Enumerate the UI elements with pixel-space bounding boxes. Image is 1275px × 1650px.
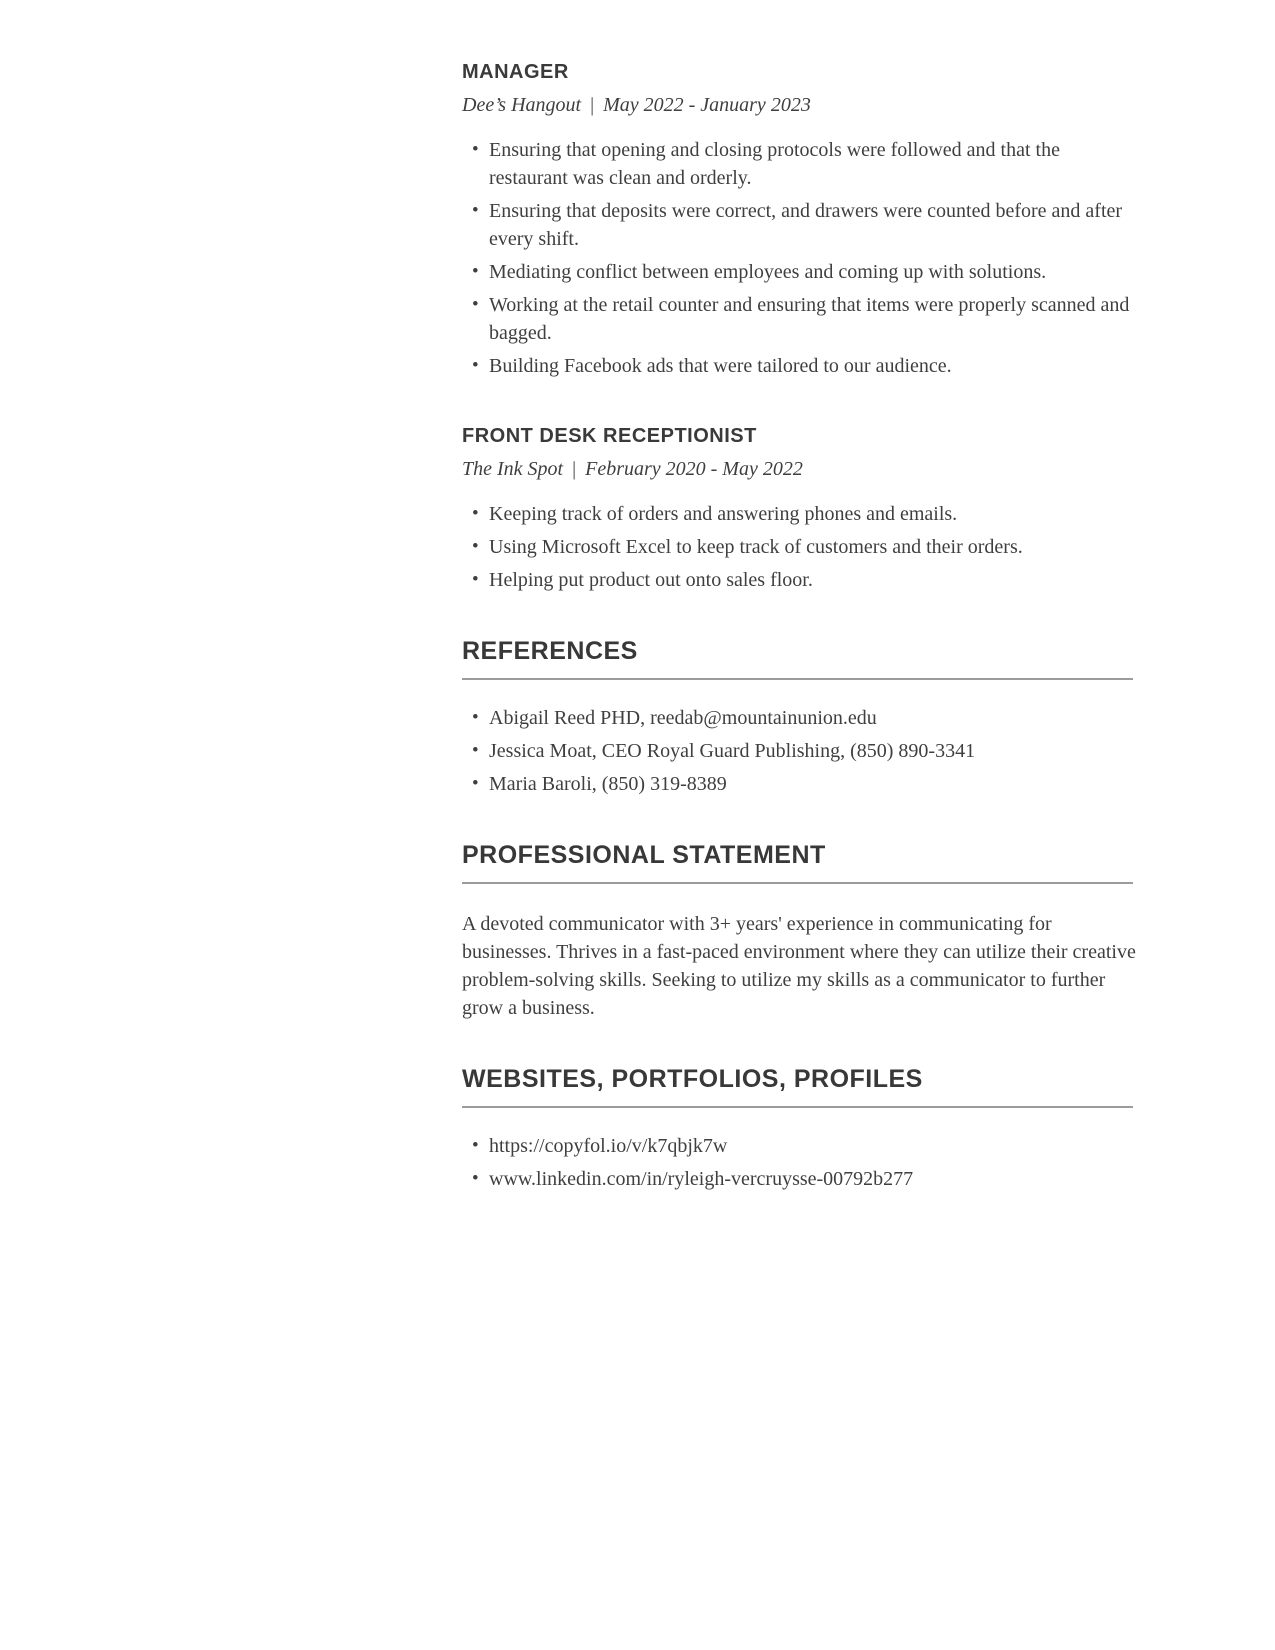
section-heading: WEBSITES, PORTFOLIOS, PROFILES bbox=[462, 1065, 923, 1093]
reference-item: • Jessica Moat, CEO Royal Guard Publishing, (850) 890-3341 bbox=[489, 737, 1133, 765]
job-bullet: • Working at the retail counter and ensuring that items were properly scanned and bagged. bbox=[489, 291, 1133, 347]
job-dates: February 2020 - May 2022 bbox=[585, 458, 803, 480]
job-bullet: • Mediating conflict between employees and coming up with solutions. bbox=[489, 258, 1133, 286]
job-title: FRONT DESK RECEPTIONIST bbox=[462, 425, 757, 447]
job-title: MANAGER bbox=[462, 61, 569, 83]
job-bullet-list bbox=[462, 500, 1133, 594]
website-list bbox=[462, 1132, 1133, 1193]
website-url-item: • www.linkedin.com/in/ryleigh-vercruysse-00792b277 bbox=[489, 1165, 1133, 1193]
reference-item: • Abigail Reed PHD, reedab@mountainunion.edu bbox=[489, 704, 1133, 732]
job-bullet: • Ensuring that deposits were correct, and drawers were counted before and after every shift. bbox=[489, 197, 1133, 253]
section-references bbox=[462, 636, 1133, 798]
reference-item: • Maria Baroli, (850) 319-8389 bbox=[489, 770, 1133, 798]
job-dates: May 2022 - January 2023 bbox=[603, 94, 811, 116]
subtitle-separator: | bbox=[590, 94, 595, 116]
section-websites-portfolios-profiles bbox=[462, 1064, 1133, 1193]
website-url-item: • https://copyfol.io/v/k7qbjk7w bbox=[489, 1132, 1133, 1160]
company-name: The Ink Spot bbox=[462, 458, 564, 480]
job-bullet: • Helping put product out onto sales floor. bbox=[489, 566, 1133, 594]
section-divider bbox=[462, 678, 1133, 680]
professional-statement-text: A devoted communicator with 3+ years' experience in communicating for businesses. Thrives in a fast-paced environment where they can utilize their creative problem-solving skills. Seeking to utilize my skills as a communicator to further grow a business. bbox=[462, 913, 1136, 1019]
subtitle-separator: | bbox=[572, 458, 577, 480]
job-bullet: • Keeping track of orders and answering phones and emails. bbox=[489, 500, 1133, 528]
resume-content-column bbox=[462, 60, 1136, 1198]
section-professional-statement bbox=[462, 840, 1136, 1022]
company-name: Dee’s Hangout bbox=[462, 94, 582, 116]
reference-list bbox=[462, 704, 1133, 798]
job-bullet: • Ensuring that opening and closing protocols were followed and that the restaurant was clean and orderly. bbox=[489, 136, 1133, 192]
job-bullet-list bbox=[462, 136, 1133, 380]
job-subtitle bbox=[462, 93, 1133, 117]
section-heading: PROFESSIONAL STATEMENT bbox=[462, 841, 826, 869]
job-bullet: • Using Microsoft Excel to keep track of customers and their orders. bbox=[489, 533, 1133, 561]
job-block-front-desk-receptionist bbox=[462, 424, 1133, 594]
job-bullet: • Building Facebook ads that were tailored to our audience. bbox=[489, 352, 1133, 380]
job-subtitle bbox=[462, 457, 1133, 481]
job-block-manager bbox=[462, 60, 1133, 380]
section-divider bbox=[462, 882, 1133, 884]
section-heading: REFERENCES bbox=[462, 637, 638, 665]
section-divider bbox=[462, 1106, 1133, 1108]
